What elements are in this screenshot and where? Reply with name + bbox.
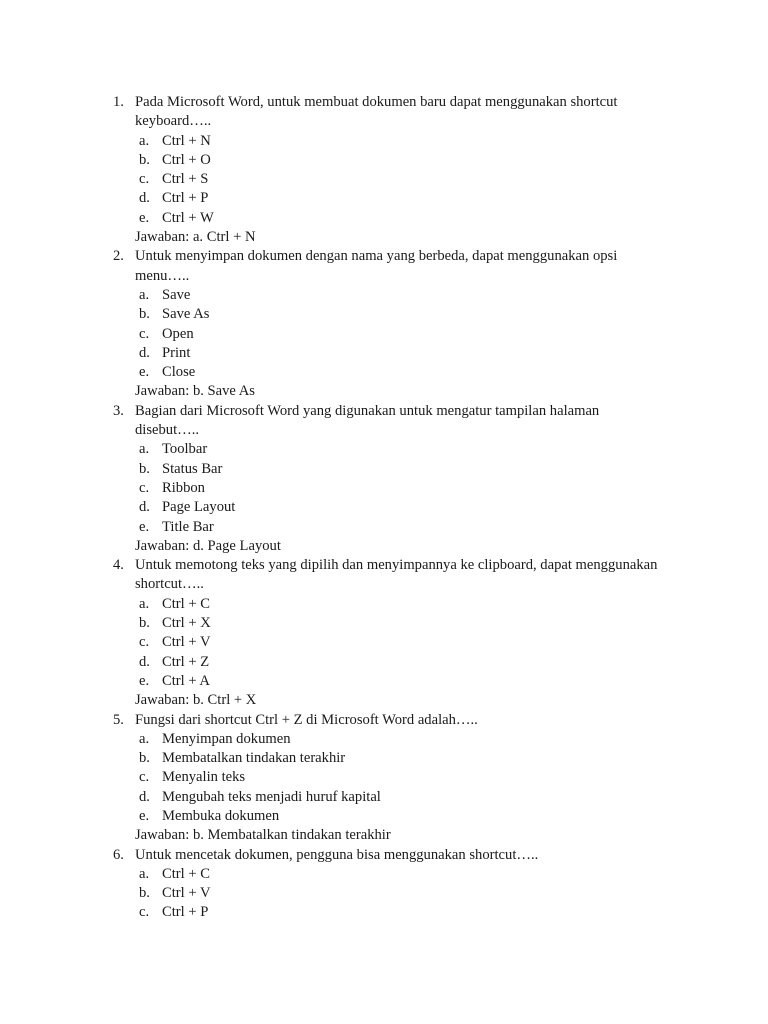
option-item bbox=[0, 807, 768, 826]
option-marker: b. bbox=[139, 615, 150, 632]
option-item bbox=[0, 884, 768, 903]
question-text: keyboard….. bbox=[135, 113, 212, 130]
option-marker: c. bbox=[139, 325, 150, 342]
option-item bbox=[0, 518, 768, 537]
option-marker: e. bbox=[139, 672, 150, 689]
option-text: Open bbox=[162, 325, 194, 342]
option-text: Ctrl + Z bbox=[162, 653, 210, 670]
question-block bbox=[0, 402, 768, 556]
option-text: Status Bar bbox=[162, 460, 223, 477]
answer-text: Jawaban: b. Save As bbox=[135, 383, 255, 400]
option-text: Ctrl + A bbox=[162, 672, 210, 689]
option-item bbox=[0, 730, 768, 749]
answer-text: Jawaban: b. Membatalkan tindakan terakhir bbox=[135, 827, 391, 844]
option-item bbox=[0, 768, 768, 787]
option-marker: d. bbox=[139, 499, 150, 516]
option-item bbox=[0, 209, 768, 228]
option-item bbox=[0, 788, 768, 807]
option-marker: e. bbox=[139, 807, 150, 824]
option-item bbox=[0, 460, 768, 479]
option-marker: c. bbox=[139, 904, 150, 921]
option-marker: c. bbox=[139, 171, 150, 188]
question-text: disebut….. bbox=[135, 422, 200, 439]
option-marker: d. bbox=[139, 788, 150, 805]
question-block bbox=[0, 556, 768, 710]
question-text: Untuk menyimpan dokumen dengan nama yang berbeda, dapat menggunakan opsi bbox=[135, 248, 618, 265]
question-line bbox=[0, 247, 768, 266]
option-text: Close bbox=[162, 364, 196, 381]
option-marker: a. bbox=[139, 730, 150, 747]
option-text: Ctrl + V bbox=[162, 634, 211, 651]
option-text: Ctrl + P bbox=[162, 904, 209, 921]
option-marker: a. bbox=[139, 132, 150, 149]
question-number: 4. bbox=[113, 557, 124, 574]
question-number: 5. bbox=[113, 711, 124, 728]
option-item bbox=[0, 749, 768, 768]
option-text: Save As bbox=[162, 306, 210, 323]
answer-text: Jawaban: b. Ctrl + X bbox=[135, 692, 257, 709]
question-number: 3. bbox=[113, 402, 124, 419]
option-item bbox=[0, 614, 768, 633]
option-item bbox=[0, 595, 768, 614]
option-marker: a. bbox=[139, 286, 150, 303]
option-marker: b. bbox=[139, 151, 150, 168]
option-item bbox=[0, 653, 768, 672]
option-item bbox=[0, 865, 768, 884]
question-line bbox=[0, 575, 768, 594]
answer-line bbox=[0, 382, 768, 401]
option-marker: c. bbox=[139, 769, 150, 786]
document-page bbox=[0, 93, 768, 923]
option-item bbox=[0, 305, 768, 324]
option-item bbox=[0, 363, 768, 382]
question-line bbox=[0, 421, 768, 440]
option-text: Ribbon bbox=[162, 479, 205, 496]
option-marker: b. bbox=[139, 460, 150, 477]
question-text: shortcut….. bbox=[135, 576, 204, 593]
option-text: Menyalin teks bbox=[162, 769, 246, 786]
option-item bbox=[0, 479, 768, 498]
answer-text: Jawaban: a. Ctrl + N bbox=[135, 229, 256, 246]
question-text: menu….. bbox=[135, 267, 190, 284]
question-text: Untuk mencetak dokumen, pengguna bisa menggunakan shortcut….. bbox=[135, 846, 539, 863]
answer-line bbox=[0, 228, 768, 247]
option-item bbox=[0, 132, 768, 151]
option-text: Title Bar bbox=[162, 518, 214, 535]
question-line bbox=[0, 93, 768, 112]
option-item bbox=[0, 325, 768, 344]
option-text: Save bbox=[162, 286, 191, 303]
question-block bbox=[0, 247, 768, 401]
option-text: Ctrl + O bbox=[162, 151, 211, 168]
option-item bbox=[0, 903, 768, 922]
option-text: Ctrl + N bbox=[162, 132, 211, 149]
question-text: Pada Microsoft Word, untuk membuat dokumen baru dapat menggunakan shortcut bbox=[135, 94, 618, 110]
option-text: Page Layout bbox=[162, 499, 236, 516]
option-text: Membuka dokumen bbox=[162, 807, 280, 824]
answer-text: Jawaban: d. Page Layout bbox=[135, 537, 281, 554]
question-number: 1. bbox=[113, 94, 124, 110]
option-text: Ctrl + W bbox=[162, 209, 214, 226]
answer-line bbox=[0, 691, 768, 710]
option-item bbox=[0, 189, 768, 208]
question-line bbox=[0, 267, 768, 286]
question-text: Fungsi dari shortcut Ctrl + Z di Microsoft Word adalah….. bbox=[135, 711, 478, 728]
option-text: Membatalkan tindakan terakhir bbox=[162, 750, 346, 767]
question-line bbox=[0, 711, 768, 730]
question-number: 2. bbox=[113, 248, 124, 265]
option-marker: c. bbox=[139, 634, 150, 651]
option-text: Mengubah teks menjadi huruf kapital bbox=[162, 788, 381, 805]
option-marker: b. bbox=[139, 885, 150, 902]
question-text: Bagian dari Microsoft Word yang digunakan untuk mengatur tampilan halaman bbox=[135, 402, 600, 419]
option-text: Ctrl + X bbox=[162, 615, 211, 632]
option-marker: c. bbox=[139, 479, 150, 496]
question-number: 6. bbox=[113, 846, 124, 863]
option-marker: d. bbox=[139, 653, 150, 670]
option-marker: a. bbox=[139, 441, 150, 458]
question-line bbox=[0, 556, 768, 575]
question-text: Untuk memotong teks yang dipilih dan menyimpannya ke clipboard, dapat menggunakan bbox=[135, 557, 658, 574]
option-item bbox=[0, 633, 768, 652]
option-marker: b. bbox=[139, 750, 150, 767]
option-marker: d. bbox=[139, 344, 150, 361]
question-block bbox=[0, 711, 768, 846]
option-text: Ctrl + P bbox=[162, 190, 209, 207]
question-block bbox=[0, 93, 768, 247]
option-marker: a. bbox=[139, 865, 150, 882]
option-text: Menyimpan dokumen bbox=[162, 730, 291, 747]
option-marker: a. bbox=[139, 595, 150, 612]
option-marker: e. bbox=[139, 518, 150, 535]
option-text: Print bbox=[162, 344, 191, 361]
answer-line bbox=[0, 537, 768, 556]
option-item bbox=[0, 151, 768, 170]
option-marker: e. bbox=[139, 209, 150, 226]
option-marker: b. bbox=[139, 306, 150, 323]
option-item bbox=[0, 344, 768, 363]
option-item bbox=[0, 498, 768, 517]
answer-line bbox=[0, 826, 768, 845]
option-item bbox=[0, 286, 768, 305]
option-text: Ctrl + C bbox=[162, 865, 210, 882]
option-text: Ctrl + C bbox=[162, 595, 210, 612]
option-marker: e. bbox=[139, 364, 150, 381]
question-line bbox=[0, 112, 768, 131]
option-text: Toolbar bbox=[162, 441, 208, 458]
option-text: Ctrl + S bbox=[162, 171, 209, 188]
option-item bbox=[0, 440, 768, 459]
question-line bbox=[0, 402, 768, 421]
question-line bbox=[0, 846, 768, 865]
option-item bbox=[0, 170, 768, 189]
option-marker: d. bbox=[139, 190, 150, 207]
option-text: Ctrl + V bbox=[162, 885, 211, 902]
question-block bbox=[0, 846, 768, 923]
option-item bbox=[0, 672, 768, 691]
